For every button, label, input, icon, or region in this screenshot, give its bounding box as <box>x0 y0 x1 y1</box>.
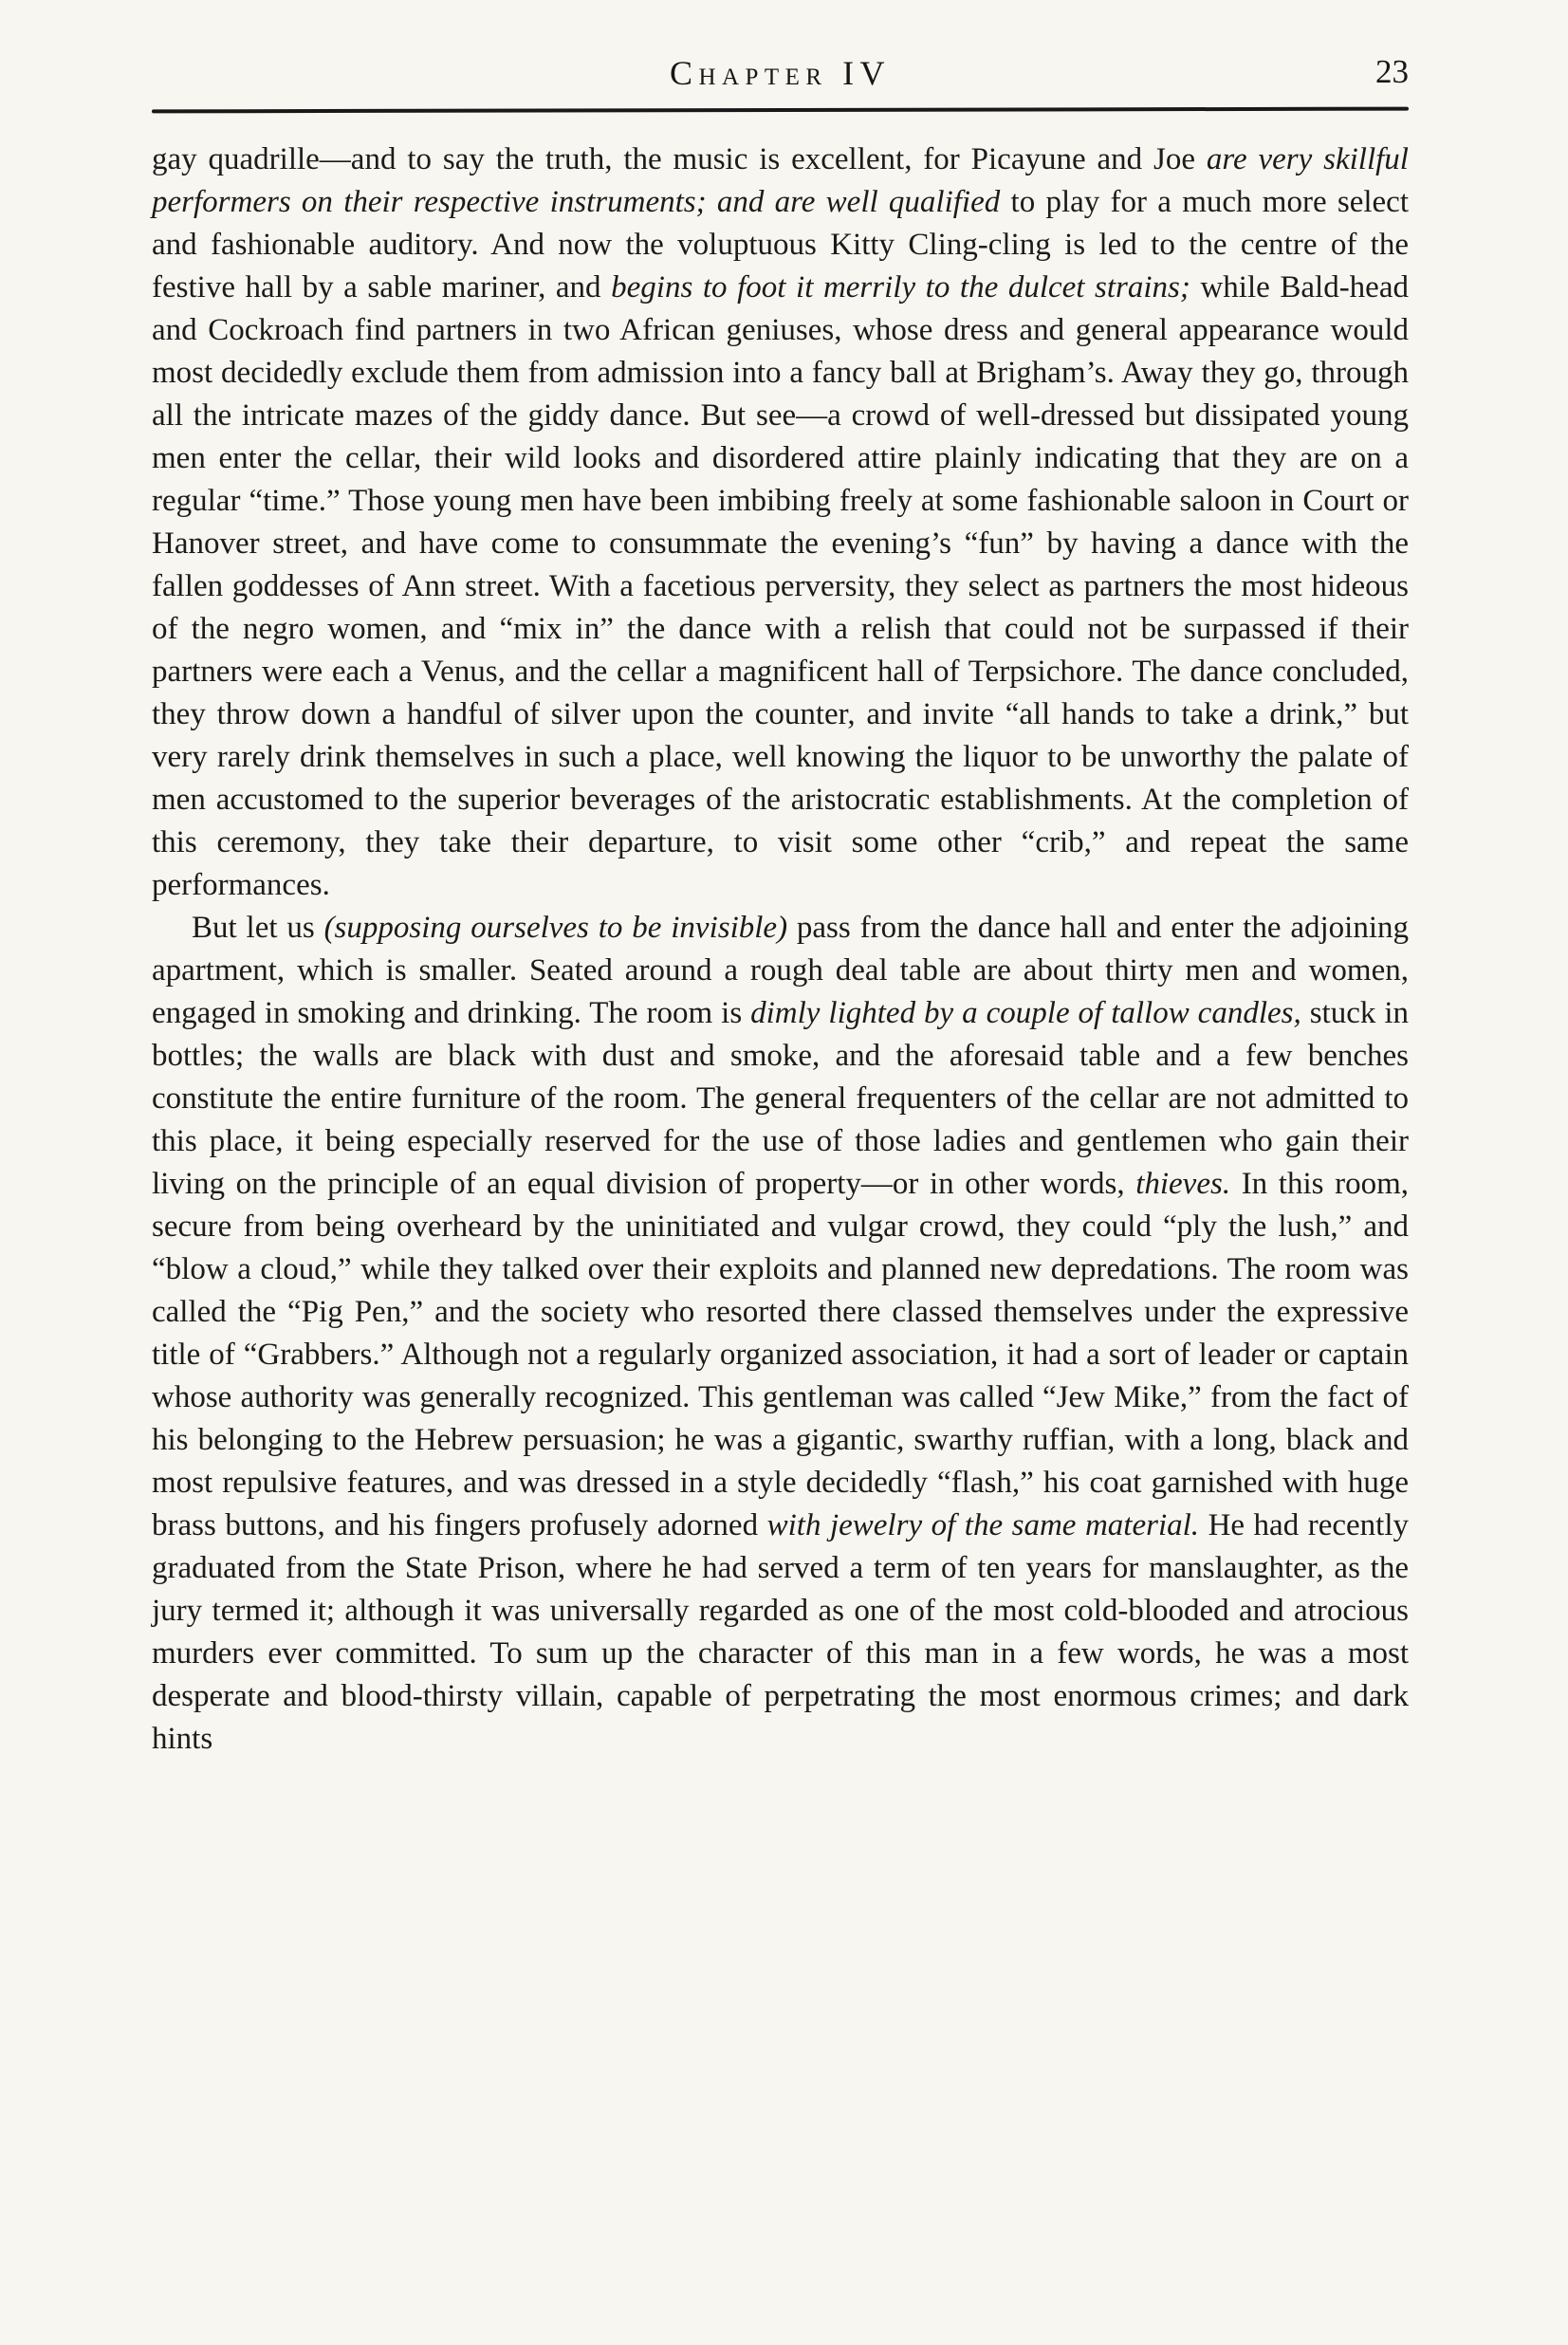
text-run: while Bald-head and Cockroach find partners in two African geniuses, whose dress and general appearance would most decidedly exclude them from admission into a fancy ball at Brigham’s. Away they go, through all the intricate mazes of the giddy dance. But see—a crowd of well-dressed but dissipated young men enter the cellar, their wild looks and disordered attire plainly indicating that they are on a regular “time.” Those young men have been imbibing freely at some fashionable saloon in Court or Hanover street, and have come to consummate the evening’s “fun” by having a dance with the fallen goddesses of Ann street. With a facetious perversity, they select as partners the most hideous of the negro women, and “mix in” the dance with a relish that could not be surpassed if their partners were each a Venus, and the cellar a magnificent hall of Terpsichore. The dance concluded, they throw down a handful of silver upon the counter, and invite “all hands to take a drink,” but very rarely drink themselves in such a place, well knowing the liquor to be unworthy the palate of men accustomed to the superior beverages of the aristocratic establishments. At the completion of this ceremony, they take their departure, to visit some other “crib,” and repeat the same performances. <box>152 270 1409 902</box>
header-rule <box>152 107 1409 114</box>
text-run: In this room, secure from being overheard by the uninitiated and vulgar crowd, they could “ply the lush,” and “blow a cloud,” while they talked over their exploits and planned new depredations. The room was called the “Pig Pen,” and the society who resorted there classed themselves under the expressive title of “Grabbers.” Although not a regularly organized association, it had a sort of leader or captain whose authority was generally recognized. This gentleman was called “Jew Mike,” from the fact of his belonging to the Hebrew persuasion; he was a gigantic, swarthy ruffian, with a long, black and most repulsive features, and was dressed in a style decidedly “flash,” his coat garnished with huge brass buttons, and his fingers profusely adorned <box>152 1167 1409 1542</box>
text-run: pass from the dance hall and enter the adjoining apartment, which is smaller. Seated around a rough deal table are about thirty men and women, engaged in smoking and drinking. The room is <box>152 911 1409 1030</box>
italic-text-run: are very skillful performers on their respective instruments; and are well qualified <box>152 142 1409 219</box>
italic-text-run: (supposing ourselves to be invisible) <box>323 911 788 945</box>
paragraph <box>152 907 1409 1761</box>
text-run: But let us <box>192 911 324 945</box>
text-run: stuck in bottles; the walls are black with dust and smoke, and the aforesaid table and a few benches constitute the entire furniture of the room. The general frequenters of the cellar are not admitted to this place, it being especially reserved for the use of those ladies and gentlemen who gain their living on the principle of an equal division of property—or in other words, <box>152 996 1409 1201</box>
text-run: He had recently graduated from the State Prison, where he had served a term of ten years for manslaughter, as the jury termed it; although it was universally regarded as one of the most cold-blooded and atrocious murders ever committed. To sum up the character of this man in a few words, he was a most desperate and blood-thirsty villain, capable of perpetrating the most enormous crimes; and dark hints <box>152 1508 1409 1756</box>
italic-text-run: dimly lighted by a couple of tallow candles, <box>750 996 1301 1030</box>
italic-text-run: thieves. <box>1135 1167 1231 1201</box>
text-run: gay quadrille—and to say the truth, the music is excellent, for Picayune and Joe <box>152 142 1207 176</box>
page-header <box>152 53 1409 102</box>
chapter-heading: Chapter IV <box>669 54 892 92</box>
paragraph <box>152 138 1409 907</box>
page-number: 23 <box>1375 53 1409 90</box>
body-text <box>152 138 1409 1761</box>
italic-text-run: with jewelry of the same material. <box>766 1508 1200 1542</box>
text-run: to play for a much more select and fashionable auditory. And now the voluptuous Kitty Cling-cling is led to the centre of the festive hall by a sable mariner, and <box>152 185 1409 305</box>
italic-text-run: begins to foot it merrily to the dulcet strains; <box>611 270 1190 305</box>
